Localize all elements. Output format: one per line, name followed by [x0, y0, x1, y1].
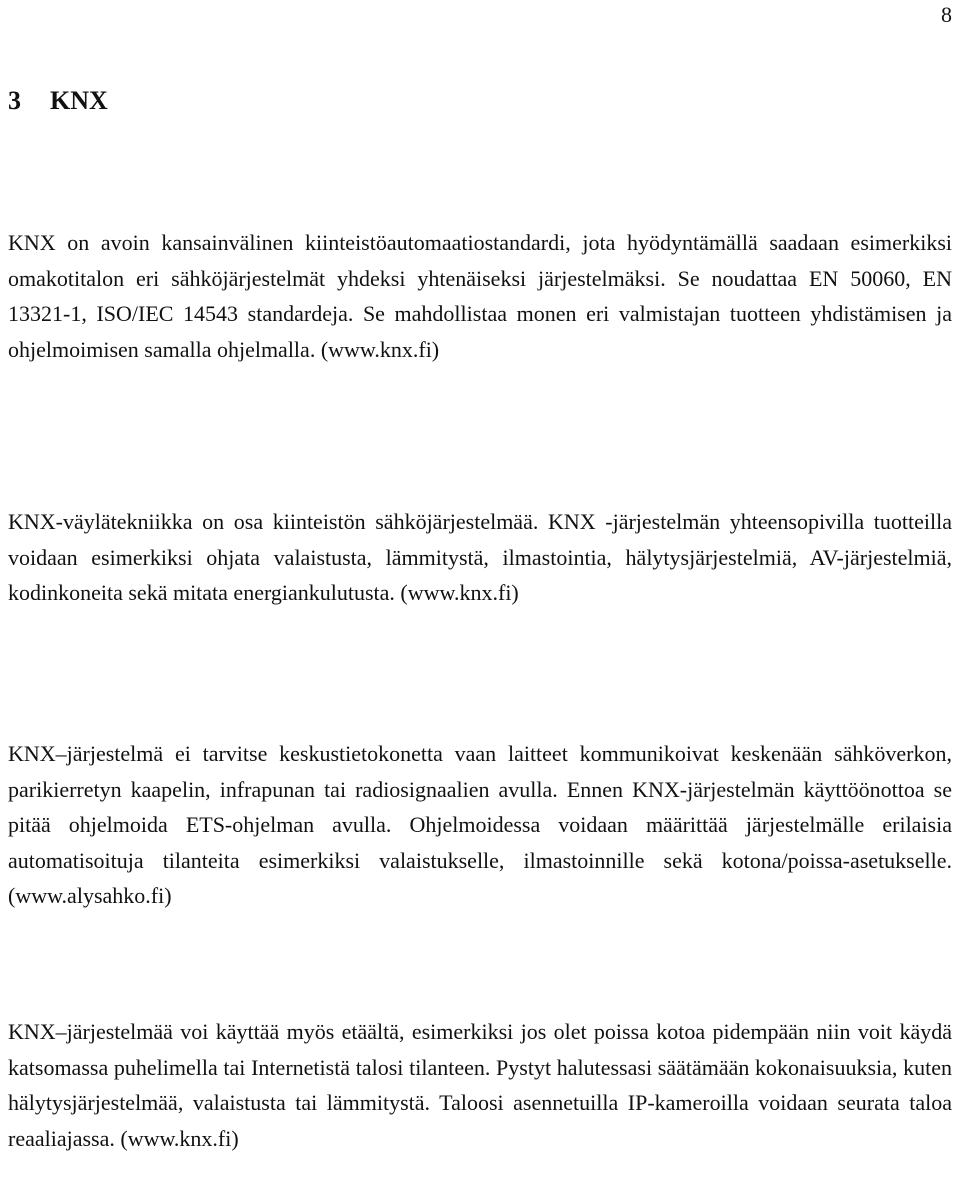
paragraph-knx-bus-technology: KNX-väylätekniikka on osa kiinteistön sähköjärjestelmää. KNX -järjestelmän yhteensopivilla tuotteilla voidaan esimerkiksi ohjata valaistusta, lämmitystä, ilmastointia, hälytysjärjestelmiä, AV-järjestelmiä, kodinkoneita sekä mitata energiankulutusta. (www.knx.fi)	[8, 509, 952, 605]
paragraph-knx-standard: KNX on avoin kansainvälinen kiinteistöautomaatiostandardi, jota hyödyntämällä saadaan esimerkiksi omakotitalon eri sähköjärjestelmät yhdeksi yhtenäiseksi järjestelmäksi. Se noudattaa EN 50060, EN 13321-1, ISO/IEC 14543 standardeja. Se mahdollistaa monen eri valmistajan tuotteen yhdistämisen ja ohjelmoimisen samalla ohjelmalla. (www.knx.fi)	[8, 230, 952, 362]
section-heading	[8, 86, 108, 116]
page-number: 8	[941, 2, 952, 27]
paragraph-knx-remote-use: KNX–järjestelmää voi käyttää myös etäältä, esimerkiksi jos olet poissa kotoa pidempään niin voit käydä katsomassa puhelimella tai Internetistä talosi tilanteen. Pystyt halutessasi säätämään kokonaisuuksia, kuten hälytysjärjestelmää, valaistusta tai lämmitystä. Taloosi asennetuilla IP-kameroilla voidaan seurata taloa reaaliajassa. (www.knx.fi)	[8, 1019, 952, 1151]
section-number: 3	[8, 86, 21, 115]
paragraph-knx-communication: KNX–järjestelmä ei tarvitse keskustietokonetta vaan laitteet kommunikoivat keskenään sähköverkon, parikierretyn kaapelin, infrapunan tai radiosignaalien avulla. Ennen KNX-järjestelmän käyttöönottoa se pitää ohjelmoida ETS-ohjelman avulla. Ohjelmoidessa voidaan määrittää järjestelmälle erilaisia automatisoituja tilanteita esimerkiksi valaistukselle, ilmastoinnille sekä kotona/poissa-asetukselle. (www.alysahko.fi)	[8, 741, 952, 908]
section-title: KNX	[50, 86, 108, 115]
